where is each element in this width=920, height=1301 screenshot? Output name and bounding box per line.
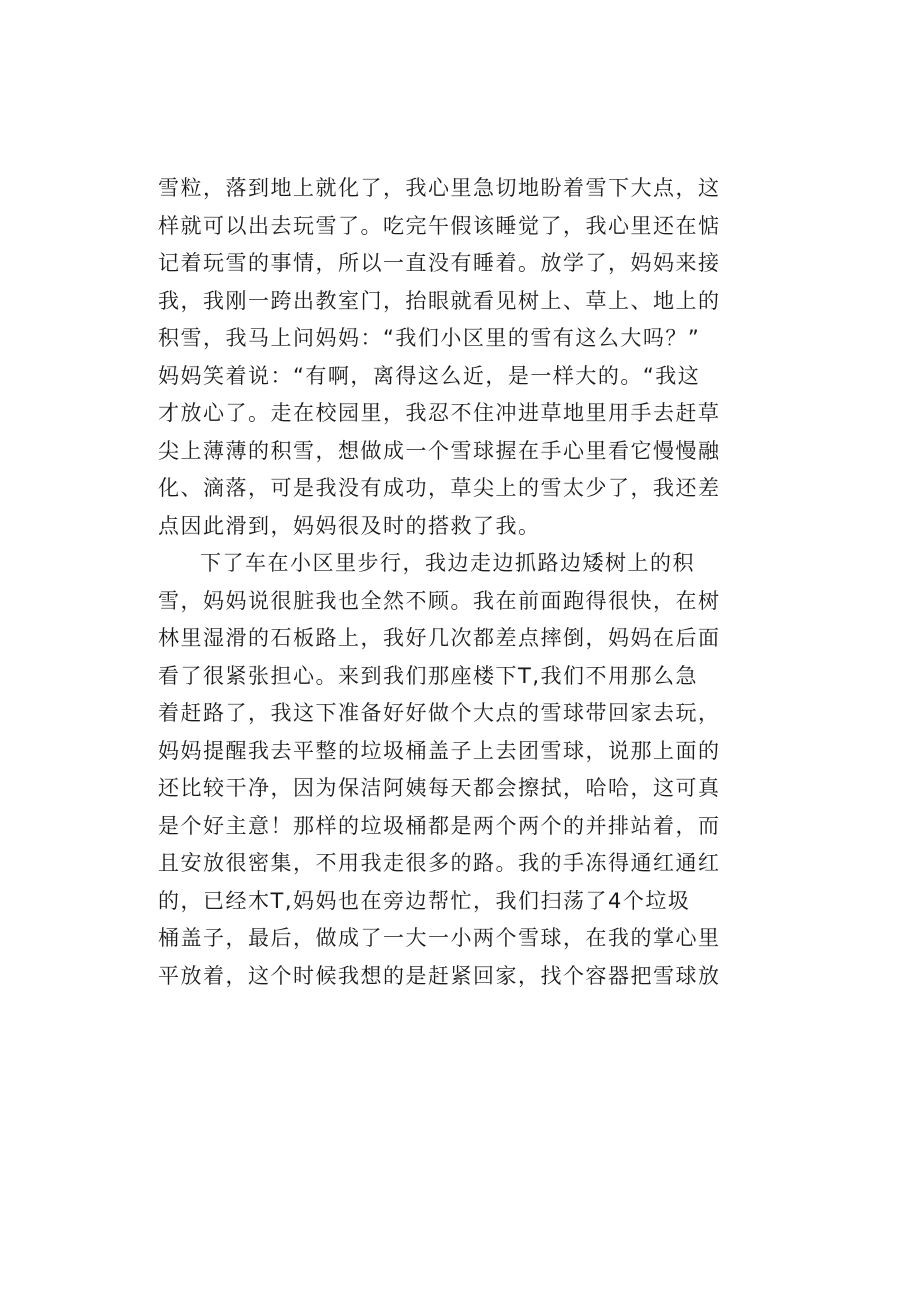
text-line: 还比较干净，因为保洁阿姨每天都会擦拭，哈哈，这可真 xyxy=(158,776,721,800)
text-line: 样就可以出去玩雪了。吃完午假该睡觉了，我心里还在惦 xyxy=(158,213,721,238)
text-line: 记着玩雪的事情，所以一直没有睡着。放学了，妈妈来接 xyxy=(158,251,721,275)
text-line: 妈妈提醒我去平整的垃圾桶盖子上去团雪球，说那上面的 xyxy=(158,738,721,763)
body-text xyxy=(158,170,740,995)
text-line: 我，我刚一跨出教室门，抬眼就看见树上、草上、地上的 xyxy=(158,288,721,313)
text-line: 桶盖子，最后，做成了一大一小两个雪球，在我的掌心里 xyxy=(158,926,721,950)
text-line: 的，已经木T,妈妈也在旁边帮忙，我们扫荡了4个垃圾 xyxy=(158,888,691,913)
text-line: 平放着，这个时候我想的是赶紧回家，找个容器把雪球放 xyxy=(158,963,721,988)
text-line: 是个好主意！那样的垃圾桶都是两个两个的并排站着，而 xyxy=(158,813,721,838)
text-line: 尖上薄薄的积雪，想做成一个雪球握在手心里看它慢慢融 xyxy=(158,438,721,463)
text-line: 积雪，我马上问妈妈：“我们小区里的雪有这么大吗？” xyxy=(158,326,701,350)
text-line: 雪粒，落到地上就化了，我心里急切地盼着雪下大点，这 xyxy=(158,176,721,200)
text-line: 妈妈笑着说：“有啊，离得这么近，是一样大的。“我这 xyxy=(158,363,701,388)
text-line: 林里湿滑的石板路上，我好几次都差点摔倒，妈妈在后面 xyxy=(158,626,721,650)
text-line: 着赶路了，我这下准备好好做个大点的雪球带回家去玩， xyxy=(158,701,721,725)
text-line: 且安放很密集，不用我走很多的路。我的手冻得通红通红 xyxy=(158,851,721,875)
paragraph-2 xyxy=(158,545,740,995)
text-line: 才放心了。走在校园里，我忍不住冲进草地里用手去赶草 xyxy=(158,401,721,425)
text-line: 雪，妈妈说很脏我也全然不顾。我在前面跑得很快，在树 xyxy=(158,588,721,613)
text-line: 下了车在小区里步行，我边走边抓路边矮树上的积 xyxy=(200,551,695,575)
paragraph-1 xyxy=(158,170,740,545)
text-line: 看了很紧张担心。来到我们那座楼下T,我们不用那么急 xyxy=(158,663,699,688)
text-line: 化、滴落，可是我没有成功，草尖上的雪太少了，我还差 xyxy=(158,476,721,500)
text-line: 点因此滑到，妈妈很及时的搭救了我。 xyxy=(158,513,541,538)
